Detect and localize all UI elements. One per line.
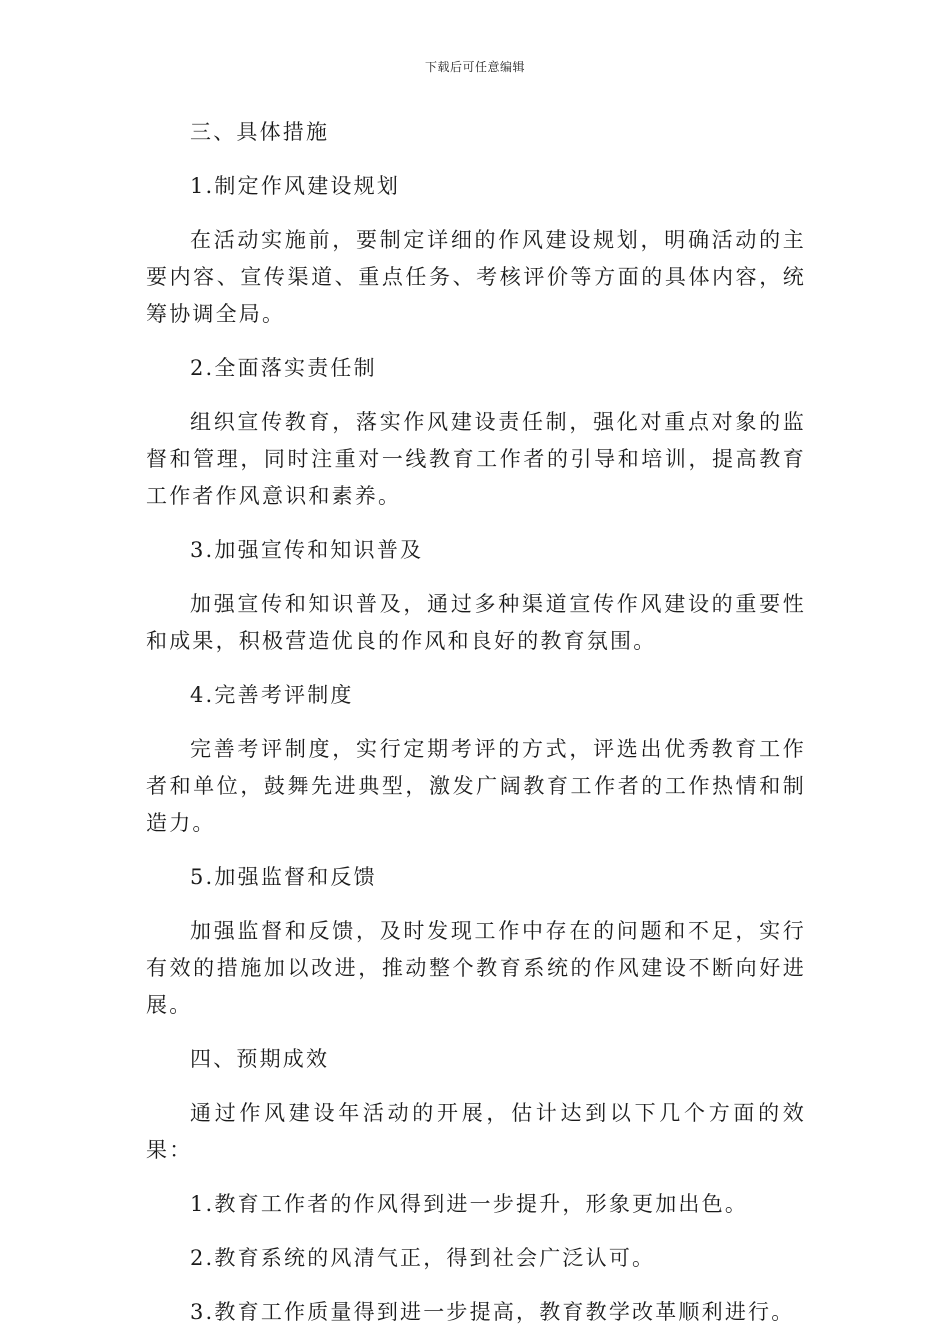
effect-1: 1.教育工作者的作风得到进一步提升，形象更加出色。 — [190, 1192, 749, 1216]
effect-3: 3.教育工作质量得到进一步提高，教育教学改革顺利进行。 — [190, 1300, 795, 1324]
measure-5-title: 5.加强监督和反馈 — [190, 865, 377, 889]
measure-1-title: 1.制定作风建设规划 — [190, 174, 401, 198]
effect-2: 2.教育系统的风清气正，得到社会广泛认可。 — [190, 1246, 656, 1270]
measure-4-title: 4.完善考评制度 — [190, 683, 354, 707]
measure-1-text: 在活动实施前，要制定详细的作风建设规划，明确活动的主要内容、宣传渠道、重点任务、考核评价等方面的具体内容，统筹协调全局。 — [146, 228, 806, 326]
measure-3-title: 3.加强宣传和知识普及 — [190, 538, 424, 562]
effects-intro: 通过作风建设年活动的开展，估计达到以下几个方面的效果： — [146, 1101, 806, 1162]
section-title-effects: 四、预期成效 — [190, 1047, 330, 1071]
measure-2-title: 2.全面落实责任制 — [190, 356, 377, 380]
measure-3-text: 加强宣传和知识普及，通过多种渠道宣传作风建设的重要性和成果，积极营造优良的作风和良好的教育氛围。 — [146, 592, 806, 653]
measure-4-text: 完善考评制度，实行定期考评的方式，评选出优秀教育工作者和单位，鼓舞先进典型，激发广阔教育工作者的工作热情和制造力。 — [146, 737, 806, 835]
document-body — [146, 114, 806, 1331]
measure-2-text: 组织宣传教育，落实作风建设责任制，强化对重点对象的监督和管理，同时注重对一线教育工作者的引导和培训，提高教育工作者作风意识和素养。 — [146, 410, 806, 508]
header-note: 下载后可任意编辑 — [424, 60, 525, 74]
section-title-measures: 三、具体措施 — [190, 120, 330, 144]
measure-5-text: 加强监督和反馈，及时发现工作中存在的问题和不足，实行有效的措施加以改进，推动整个教育系统的作风建设不断向好进展。 — [146, 919, 806, 1017]
